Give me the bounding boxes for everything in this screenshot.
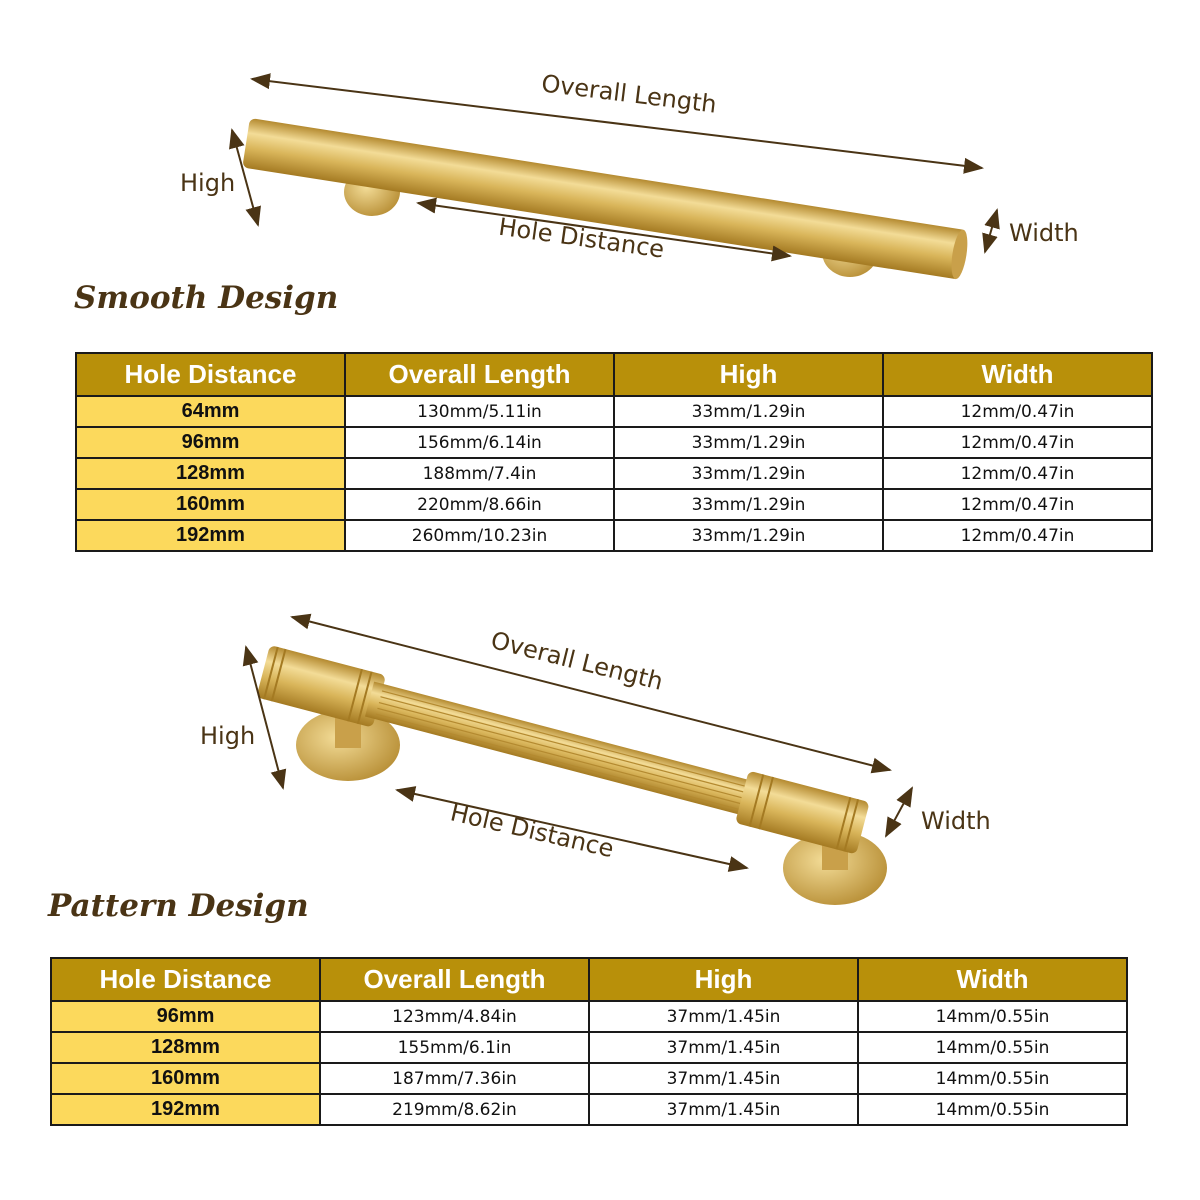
high-cell: 33mm/1.29in: [614, 489, 883, 520]
smooth-hole-distance-label: Hole Distance: [496, 212, 666, 264]
hole-distance-cell: 96mm: [76, 427, 345, 458]
pattern-overall-length-label: Overall Length: [488, 626, 666, 696]
width-cell: 14mm/0.55in: [858, 1094, 1127, 1125]
overall-length-cell: 130mm/5.11in: [345, 396, 614, 427]
smooth-spec-table: [75, 352, 1153, 552]
pattern-spec-table: [50, 957, 1128, 1126]
high-cell: 33mm/1.29in: [614, 427, 883, 458]
overall-length-cell: 187mm/7.36in: [320, 1063, 589, 1094]
high-cell: 37mm/1.45in: [589, 1001, 858, 1032]
column-header: High: [589, 958, 858, 1001]
hole-distance-cell: 128mm: [51, 1032, 320, 1063]
smooth-high-label: High: [180, 169, 236, 197]
high-cell: 37mm/1.45in: [589, 1094, 858, 1125]
high-cell: 33mm/1.29in: [614, 396, 883, 427]
pattern-design-title: Pattern Design: [48, 888, 309, 924]
column-header: Hole Distance: [76, 353, 345, 396]
hole-distance-cell: 192mm: [51, 1094, 320, 1125]
pattern-hole-distance-label: Hole Distance: [447, 798, 617, 864]
pattern-handle-image: [256, 645, 887, 905]
smooth-handle-image: [242, 118, 970, 280]
width-cell: 14mm/0.55in: [858, 1032, 1127, 1063]
overall-length-cell: 219mm/8.62in: [320, 1094, 589, 1125]
hole-distance-cell: 128mm: [76, 458, 345, 489]
hole-distance-cell: 64mm: [76, 396, 345, 427]
table-row: [76, 427, 1152, 458]
column-header: Hole Distance: [51, 958, 320, 1001]
hole-distance-cell: 160mm: [51, 1063, 320, 1094]
high-cell: 37mm/1.45in: [589, 1032, 858, 1063]
width-cell: 12mm/0.47in: [883, 427, 1152, 458]
table-row: [76, 396, 1152, 427]
table-row: [51, 1094, 1127, 1125]
table-row: [51, 1063, 1127, 1094]
overall-length-cell: 155mm/6.1in: [320, 1032, 589, 1063]
width-cell: 12mm/0.47in: [883, 520, 1152, 551]
table-row: [51, 1032, 1127, 1063]
smooth-overall-length-label: Overall Length: [539, 69, 719, 119]
column-header: Width: [883, 353, 1152, 396]
pattern-high-label: High: [200, 722, 256, 750]
table-row: [76, 520, 1152, 551]
hole-distance-cell: 96mm: [51, 1001, 320, 1032]
hole-distance-cell: 160mm: [76, 489, 345, 520]
overall-length-cell: 260mm/10.23in: [345, 520, 614, 551]
width-cell: 12mm/0.47in: [883, 458, 1152, 489]
overall-length-cell: 188mm/7.4in: [345, 458, 614, 489]
column-header: High: [614, 353, 883, 396]
overall-length-cell: 156mm/6.14in: [345, 427, 614, 458]
table-row: [76, 489, 1152, 520]
high-cell: 33mm/1.29in: [614, 520, 883, 551]
high-cell: 33mm/1.29in: [614, 458, 883, 489]
width-cell: 14mm/0.55in: [858, 1063, 1127, 1094]
high-cell: 37mm/1.45in: [589, 1063, 858, 1094]
width-cell: 12mm/0.47in: [883, 489, 1152, 520]
smooth-design-title: Smooth Design: [74, 280, 339, 316]
overall-length-cell: 220mm/8.66in: [345, 489, 614, 520]
overall-length-cell: 123mm/4.84in: [320, 1001, 589, 1032]
width-cell: 12mm/0.47in: [883, 396, 1152, 427]
smooth-width-label: Width: [1009, 219, 1079, 247]
table-row: [51, 1001, 1127, 1032]
column-header: Overall Length: [320, 958, 589, 1001]
hole-distance-cell: 192mm: [76, 520, 345, 551]
width-cell: 14mm/0.55in: [858, 1001, 1127, 1032]
table-header-row: [51, 958, 1127, 1001]
pattern-width-label: Width: [921, 807, 991, 835]
table-header-row: [76, 353, 1152, 396]
table-row: [76, 458, 1152, 489]
column-header: Width: [858, 958, 1127, 1001]
column-header: Overall Length: [345, 353, 614, 396]
